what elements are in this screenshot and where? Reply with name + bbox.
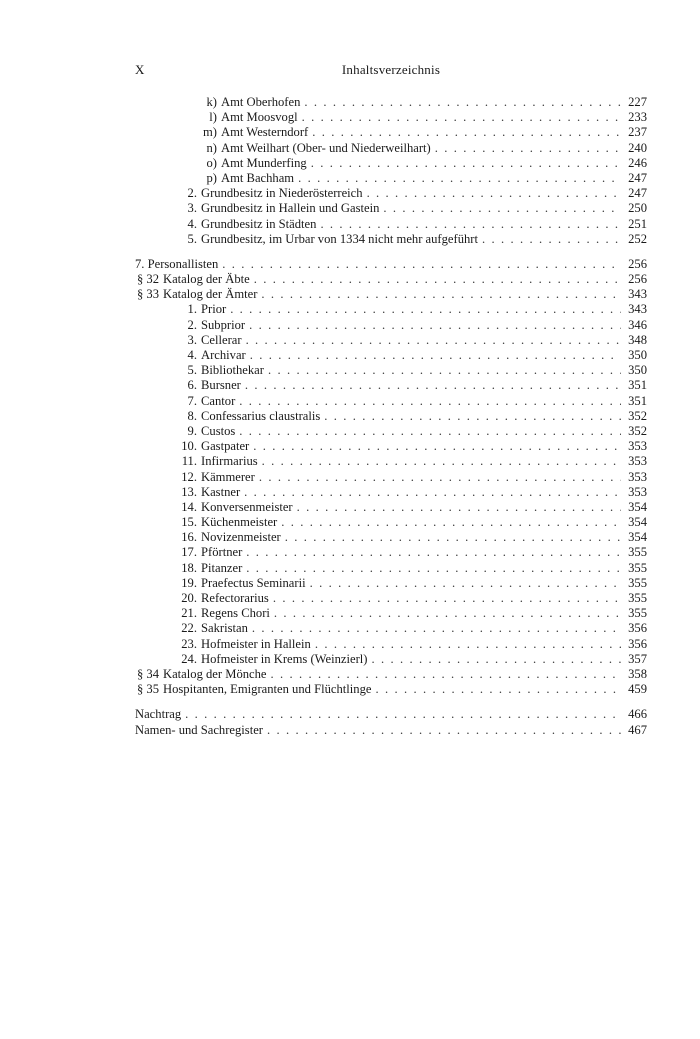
- toc-entry-label: Gastpater: [201, 439, 250, 454]
- toc-entry-page: 355: [628, 606, 647, 621]
- toc-entry-page: 247: [628, 170, 647, 185]
- toc-entry-text: [135, 232, 621, 247]
- toc-entry-label: Grundbesitz in Städten: [201, 216, 317, 231]
- toc-entry-label: Prior: [201, 302, 227, 317]
- toc-entry-text: [135, 302, 621, 317]
- toc-entry-text: [135, 201, 621, 216]
- toc-entry-number: 21.: [181, 606, 197, 621]
- dot-leader: [293, 500, 621, 515]
- toc-entry-text: [135, 606, 621, 621]
- toc-entry: [135, 576, 647, 591]
- toc-entry: [135, 545, 647, 560]
- toc-entry-number: 8.: [187, 408, 197, 423]
- toc-entry-text: [135, 171, 621, 186]
- toc-entry-page: 351: [628, 393, 647, 408]
- page-number: X: [135, 62, 146, 77]
- toc-entry-label: Bibliothekar: [201, 363, 264, 378]
- toc-entry-text: [135, 348, 621, 363]
- toc-entry-label: Hofmeister in Hallein: [201, 636, 311, 651]
- toc-entry-text: [135, 454, 621, 469]
- toc-entry: [135, 302, 647, 317]
- toc-entry-label: Cellerar: [201, 332, 242, 347]
- toc-entry-page: 247: [628, 186, 647, 201]
- dot-leader: [257, 287, 621, 302]
- toc-entry-text: [135, 515, 621, 530]
- toc-entry-page: 256: [628, 272, 647, 287]
- dot-leader: [478, 232, 621, 247]
- toc-entry-number: 7.: [187, 393, 197, 408]
- toc-entry-label: Pförtner: [201, 545, 243, 560]
- toc-entry-text: [135, 637, 621, 652]
- dot-leader: [294, 171, 621, 186]
- toc-entry-page: 354: [628, 499, 647, 514]
- dot-leader: [242, 561, 621, 576]
- toc-entry: [135, 287, 647, 302]
- toc-entry: [135, 500, 647, 515]
- toc-entry-text: [135, 470, 621, 485]
- toc-entry: [135, 409, 647, 424]
- toc-entry: [135, 272, 647, 287]
- dot-leader: [258, 454, 621, 469]
- toc-entry-number: 12.: [181, 469, 197, 484]
- toc-entry-page: 356: [628, 636, 647, 651]
- dot-leader: [431, 141, 621, 156]
- dot-leader: [307, 156, 621, 171]
- toc-entry-label: Amt Weilhart (Ober- und Niederweilhart): [221, 140, 431, 155]
- toc-entry-label: Sakristan: [201, 621, 248, 636]
- toc-entry: [135, 141, 647, 156]
- toc-entry-text: [135, 667, 621, 682]
- toc-entry-number: 24.: [181, 651, 197, 666]
- toc-entry-text: [135, 110, 621, 125]
- toc-entry-page: 227: [628, 95, 647, 109]
- dot-leader: [316, 217, 621, 232]
- toc-entry-page: 352: [628, 423, 647, 438]
- toc-entry: [135, 454, 647, 469]
- toc-entry-number: 17.: [181, 545, 197, 560]
- toc-entry-number: 15.: [181, 515, 197, 530]
- toc-entry-page: 459: [628, 682, 647, 697]
- toc-entry: [135, 110, 647, 125]
- toc-entry-number: 3.: [187, 332, 197, 347]
- toc-entry-number: 13.: [181, 484, 197, 499]
- toc-entry-page: 355: [628, 545, 647, 560]
- toc-entry: [135, 652, 647, 667]
- toc-entry: [135, 156, 647, 171]
- toc-entry-text: [135, 257, 621, 272]
- dot-leader: [255, 470, 621, 485]
- toc-entry-label: Regens Chori: [201, 606, 270, 621]
- toc-entry-page: 252: [628, 231, 647, 246]
- toc-entry: [135, 515, 647, 530]
- toc-entry: [135, 125, 647, 140]
- toc-entry-number: § 34: [136, 666, 159, 681]
- dot-leader: [300, 95, 621, 110]
- toc-entry-page: 233: [628, 110, 647, 125]
- toc-entry-text: [135, 363, 621, 378]
- toc-entry: [135, 95, 647, 110]
- toc-entry-page: 355: [628, 560, 647, 575]
- toc-entry: [135, 470, 647, 485]
- dot-leader: [308, 125, 621, 140]
- dot-leader: [368, 652, 622, 667]
- toc-entry-page: 237: [628, 125, 647, 140]
- toc-entry-label: Cantor: [201, 393, 236, 408]
- toc-entry-page: 353: [628, 439, 647, 454]
- toc-entry-text: [135, 591, 621, 606]
- dot-leader: [250, 272, 621, 287]
- toc-entry-text: [135, 682, 621, 697]
- toc-entry-text: [135, 561, 621, 576]
- toc-entry-text: [135, 394, 621, 409]
- dot-leader: [320, 409, 621, 424]
- toc-entry-label: Kämmerer: [201, 469, 255, 484]
- dot-leader: [245, 318, 621, 333]
- toc-entry: [135, 707, 647, 722]
- dot-leader: [269, 591, 621, 606]
- toc-entry-page: 350: [628, 348, 647, 362]
- toc-entry: [135, 424, 647, 439]
- toc-entry-text: [135, 545, 621, 560]
- dot-leader: [249, 439, 621, 454]
- toc-entry-number: k): [206, 95, 217, 109]
- toc-entry-label: Namen- und Sachregister: [135, 722, 263, 737]
- toc-entry-text: [135, 576, 621, 591]
- toc-entry-text: [135, 500, 621, 515]
- toc-entry-label: Katalog der Äbte: [163, 272, 250, 287]
- toc-entry-number: 20.: [181, 591, 197, 605]
- toc-entry: [135, 485, 647, 500]
- toc-entry-text: [135, 409, 621, 424]
- toc-entry-label: Praefectus Seminarii: [201, 575, 306, 590]
- toc-entry: [135, 394, 647, 409]
- toc-entry-number: 5.: [187, 231, 197, 246]
- dot-leader: [246, 348, 621, 363]
- running-header: [135, 62, 647, 82]
- toc-entry-text: [135, 125, 621, 140]
- dot-leader: [267, 667, 621, 682]
- toc-entry-number: 6.: [187, 378, 197, 393]
- toc-entry-number: p): [206, 170, 217, 185]
- toc-entry-page: 348: [628, 332, 647, 347]
- toc-entry: [135, 232, 647, 247]
- dot-leader: [371, 682, 621, 697]
- toc-entry-number: 1.: [187, 302, 197, 317]
- toc-entry-page: 467: [628, 722, 647, 737]
- dot-leader: [242, 545, 621, 560]
- toc-entry-label: Custos: [201, 423, 236, 438]
- toc-entry-text: [135, 217, 621, 232]
- toc-entry-page: 256: [628, 256, 647, 271]
- toc-entry: [135, 667, 647, 682]
- dot-leader: [277, 515, 621, 530]
- dot-leader: [218, 257, 621, 272]
- page-title: Inhaltsverzeichnis: [341, 62, 441, 77]
- toc-entry: [135, 682, 647, 697]
- toc-entry-label: Amt Westerndorf: [221, 125, 309, 140]
- toc-entry-number: 3.: [187, 201, 197, 216]
- toc-entry: [135, 257, 647, 272]
- toc-entry-number: 10.: [181, 439, 197, 454]
- toc-entry-label: Katalog der Ämter: [163, 287, 258, 302]
- dot-leader: [226, 302, 621, 317]
- toc-entry-number: 19.: [181, 575, 197, 590]
- toc-entry-number: § 32: [136, 272, 159, 287]
- toc-entry-page: 250: [628, 201, 647, 216]
- dot-leader: [242, 333, 621, 348]
- toc-entry: [135, 621, 647, 636]
- toc-entry-label: Grundbesitz in Hallein und Gastein: [201, 201, 380, 216]
- toc-entry-page: 343: [628, 302, 647, 317]
- toc-entry-page: 346: [628, 317, 647, 332]
- toc-entry-label: Grundbesitz in Niederösterreich: [201, 186, 363, 201]
- toc-entry-page: 355: [628, 591, 647, 605]
- toc-entry-number: 9.: [187, 423, 197, 438]
- toc-entry-text: [135, 530, 621, 545]
- toc-entry: [135, 723, 647, 738]
- toc-entry-label: Novizenmeister: [201, 530, 281, 545]
- toc-entry-label: 7. Personallisten: [135, 256, 219, 271]
- toc-entry-number: § 33: [136, 287, 159, 302]
- dot-leader: [264, 363, 621, 378]
- toc-entry: [135, 439, 647, 454]
- dot-leader: [181, 707, 621, 722]
- toc-entry: [135, 201, 647, 216]
- toc-entry-text: [135, 424, 621, 439]
- toc-entry-page: 355: [628, 575, 647, 590]
- dot-leader: [241, 378, 621, 393]
- toc-entry-label: Subprior: [201, 317, 246, 332]
- toc-entry-number: 4.: [187, 216, 197, 231]
- toc-entry-label: Refectorarius: [201, 591, 269, 605]
- toc-entry: [135, 171, 647, 186]
- toc-entry: [135, 186, 647, 201]
- toc-entry-label: Bursner: [201, 378, 241, 393]
- toc-entry-number: n): [206, 140, 217, 155]
- toc-entry-label: Amt Oberhofen: [221, 95, 301, 109]
- toc-entry-text: [135, 485, 621, 500]
- toc-entry-label: Kastner: [201, 484, 241, 499]
- toc-entry: [135, 637, 647, 652]
- toc-entry-label: Hofmeister in Krems (Weinzierl): [201, 651, 368, 666]
- toc-entry-text: [135, 287, 621, 302]
- dot-leader: [306, 576, 621, 591]
- toc-entry-text: [135, 95, 621, 110]
- toc-entry-text: [135, 707, 621, 722]
- toc-entry-number: 18.: [181, 560, 197, 575]
- toc-entry-text: [135, 652, 621, 667]
- toc-entry-page: 251: [628, 216, 647, 231]
- toc-entry-label: Archivar: [201, 348, 246, 362]
- toc-entry-number: 5.: [187, 363, 197, 378]
- toc-entry-number: 2.: [187, 317, 197, 332]
- toc-entry-page: 356: [628, 621, 647, 636]
- toc-entry-page: 352: [628, 408, 647, 423]
- toc-entry-page: 357: [628, 651, 647, 666]
- toc-entry-label: Katalog der Mönche: [163, 666, 267, 681]
- toc-entry-page: 354: [628, 530, 647, 545]
- toc-entry: [135, 318, 647, 333]
- toc-entry-number: m): [203, 125, 217, 140]
- toc-entry-page: 343: [628, 287, 647, 302]
- dot-leader: [379, 201, 621, 216]
- toc-entry-number: 16.: [181, 530, 197, 545]
- toc-entry-label: Amt Moosvogl: [221, 110, 298, 125]
- toc-entry-page: 240: [628, 140, 647, 155]
- toc-entry: [135, 561, 647, 576]
- toc-entry: [135, 591, 647, 606]
- toc-entry: [135, 378, 647, 393]
- toc-entry-text: [135, 141, 621, 156]
- toc-entry-number: § 35: [136, 682, 159, 697]
- toc-entry-page: 353: [628, 454, 647, 469]
- toc-entry: [135, 530, 647, 545]
- toc-entry: [135, 348, 647, 363]
- toc-entry-number: l): [209, 110, 217, 125]
- toc-entry-number: o): [206, 155, 217, 170]
- toc-entry-label: Infirmarius: [201, 454, 258, 469]
- toc-entry-label: Confessarius claustralis: [201, 408, 321, 423]
- toc-entry-text: [135, 439, 621, 454]
- dot-leader: [270, 606, 621, 621]
- toc-entry-page: 466: [628, 707, 647, 722]
- toc-entry-label: Hospitanten, Emigranten und Flüchtlinge: [163, 682, 372, 697]
- toc-entry-number: 22.: [181, 621, 197, 636]
- dot-leader: [311, 637, 621, 652]
- dot-leader: [248, 621, 621, 636]
- toc-entry-page: 354: [628, 515, 647, 530]
- toc-entry-label: Küchenmeister: [201, 515, 278, 530]
- dot-leader: [235, 424, 621, 439]
- toc-entry-text: [135, 621, 621, 636]
- toc-entry-page: 358: [628, 666, 647, 681]
- toc-entry-page: 353: [628, 469, 647, 484]
- toc-entry-label: Nachtrag: [135, 707, 182, 722]
- toc-entry-label: Pitanzer: [201, 560, 243, 575]
- toc-entry-page: 351: [628, 378, 647, 393]
- toc-entry: [135, 606, 647, 621]
- toc-entry-number: 4.: [187, 348, 197, 362]
- toc-entry-number: 2.: [187, 186, 197, 201]
- toc-entry-text: [135, 378, 621, 393]
- toc-entry-text: [135, 723, 621, 738]
- toc-entry-page: 350: [628, 363, 647, 378]
- dot-leader: [235, 394, 621, 409]
- toc-entry-page: 246: [628, 155, 647, 170]
- toc-entry-text: [135, 156, 621, 171]
- dot-leader: [281, 530, 621, 545]
- dot-leader: [298, 110, 621, 125]
- toc-entry-label: Amt Bachham: [221, 170, 295, 185]
- dot-leader: [240, 485, 621, 500]
- toc-entry-label: Grundbesitz, im Urbar von 1334 nicht mehr aufgeführt: [201, 231, 478, 246]
- toc-entry: [135, 363, 647, 378]
- toc-entry-number: 23.: [181, 636, 197, 651]
- toc-entry-page: 353: [628, 484, 647, 499]
- toc-entry: [135, 333, 647, 348]
- table-of-contents: [135, 95, 647, 738]
- toc-entry-number: 11.: [181, 454, 197, 469]
- toc-entry-text: [135, 186, 621, 201]
- toc-entry-text: [135, 333, 621, 348]
- dot-leader: [263, 723, 621, 738]
- toc-entry-label: Konversenmeister: [201, 499, 293, 514]
- toc-entry: [135, 217, 647, 232]
- toc-entry-label: Amt Munderfing: [221, 155, 307, 170]
- toc-entry-number: 14.: [181, 499, 197, 514]
- dot-leader: [363, 186, 621, 201]
- toc-entry-text: [135, 318, 621, 333]
- toc-entry-text: [135, 272, 621, 287]
